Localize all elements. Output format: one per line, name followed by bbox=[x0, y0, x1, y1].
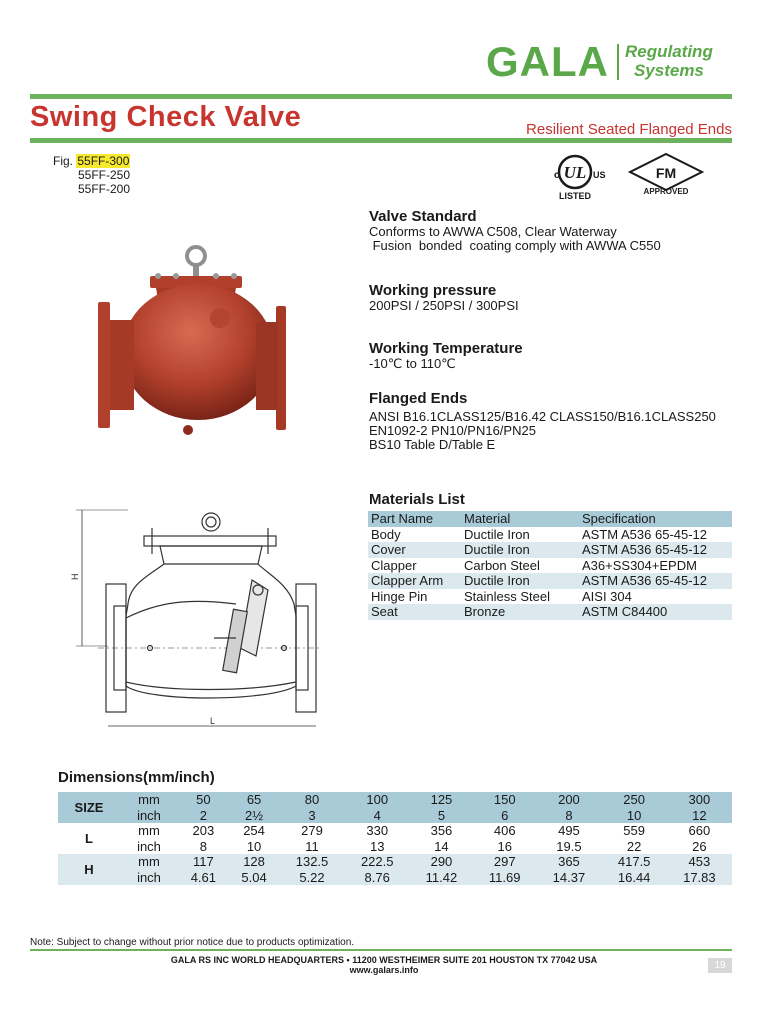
unit-cell: mm bbox=[120, 823, 178, 839]
table-cell: 22 bbox=[602, 839, 667, 855]
dimensions-table bbox=[58, 792, 732, 885]
table-cell: 2½ bbox=[229, 808, 280, 824]
row-label: SIZE bbox=[58, 792, 120, 823]
brand-tagline bbox=[625, 42, 713, 80]
materials-table bbox=[368, 511, 732, 620]
spec-line: -10℃ to 110℃ bbox=[369, 356, 456, 371]
table-cell: 250 bbox=[602, 792, 667, 808]
table-cell: Ductile Iron bbox=[464, 573, 530, 589]
table-cell: 6 bbox=[473, 808, 536, 824]
spec-valve-standard bbox=[369, 208, 661, 253]
footer-rule bbox=[30, 949, 732, 951]
table-cell: ASTM C84400 bbox=[582, 604, 668, 620]
table-cell: 16 bbox=[473, 839, 536, 855]
table-cell: 5.04 bbox=[229, 870, 280, 886]
dim-l-label: L bbox=[210, 716, 216, 726]
table-row bbox=[368, 527, 732, 543]
table-cell: 2 bbox=[178, 808, 229, 824]
table-cell: Cover bbox=[371, 542, 406, 558]
brand-name: GALA bbox=[486, 38, 609, 85]
spec-heading: Flanged Ends bbox=[369, 390, 468, 407]
table-row bbox=[368, 573, 732, 589]
header-rule-bottom bbox=[30, 138, 732, 143]
fm-approved-label: APPROVED bbox=[643, 187, 689, 196]
unit-cell: mm bbox=[120, 792, 178, 808]
spec-heading: Valve Standard bbox=[369, 208, 477, 225]
table-cell: 11.42 bbox=[410, 870, 473, 886]
table-cell: 125 bbox=[410, 792, 473, 808]
spec-line: ANSI B16.1CLASS125/B16.42 CLASS150/B16.1CLASS250 bbox=[369, 409, 716, 424]
table-cell: 100 bbox=[345, 792, 410, 808]
table-cell: 14 bbox=[410, 839, 473, 855]
ul-c: c bbox=[554, 170, 560, 181]
table-cell: 26 bbox=[667, 839, 732, 855]
table-cell: 128 bbox=[229, 854, 280, 870]
column-header: Material bbox=[464, 511, 511, 527]
table-cell: 8.76 bbox=[345, 870, 410, 886]
ul-listed-label: LISTED bbox=[558, 191, 592, 201]
page-title: Swing Check Valve bbox=[30, 101, 302, 133]
table-cell: 4 bbox=[345, 808, 410, 824]
unit-cell: mm bbox=[120, 854, 178, 870]
table-cell: 222.5 bbox=[345, 854, 410, 870]
table-cell: A36+SS304+EPDM bbox=[582, 557, 697, 573]
table-header-row bbox=[368, 511, 732, 527]
spec-flanged-ends bbox=[369, 390, 716, 452]
table-row bbox=[58, 839, 732, 855]
table-cell: Carbon Steel bbox=[464, 557, 540, 573]
table-cell: 203 bbox=[178, 823, 229, 839]
table-cell: 19.5 bbox=[536, 839, 601, 855]
table-cell: Body bbox=[371, 526, 401, 542]
spec-heading: Working pressure bbox=[369, 282, 497, 299]
table-cell: 132.5 bbox=[279, 854, 344, 870]
table-cell: 660 bbox=[667, 823, 732, 839]
table-cell: 5.22 bbox=[279, 870, 344, 886]
table-cell: 356 bbox=[410, 823, 473, 839]
valve-technical-drawing bbox=[68, 506, 328, 736]
table-cell: 5 bbox=[410, 808, 473, 824]
spec-heading: Working Temperature bbox=[369, 340, 523, 357]
table-cell: 279 bbox=[279, 823, 344, 839]
table-cell: 300 bbox=[667, 792, 732, 808]
table-cell: 4.61 bbox=[178, 870, 229, 886]
ul-us: US bbox=[593, 170, 606, 180]
table-row bbox=[58, 808, 732, 824]
logo-divider bbox=[617, 44, 619, 80]
table-row bbox=[58, 792, 732, 808]
table-cell: 117 bbox=[178, 854, 229, 870]
footer-address-block bbox=[0, 955, 768, 975]
table-cell: 417.5 bbox=[602, 854, 667, 870]
tagline-line-2: Systems bbox=[633, 61, 704, 80]
table-row bbox=[368, 542, 732, 558]
table-cell: ASTM A536 65-45-12 bbox=[582, 542, 708, 558]
fm-mark: FM bbox=[655, 165, 677, 181]
table-cell: ASTM A536 65-45-12 bbox=[582, 573, 708, 589]
column-header: Part Name bbox=[371, 511, 434, 527]
footer-note: Note: Subject to change without prior notice due to products optimization. bbox=[30, 937, 355, 948]
spec-line: 200PSI / 250PSI / 300PSI bbox=[369, 298, 519, 313]
figure-models bbox=[53, 154, 130, 196]
table-cell: 8 bbox=[536, 808, 601, 824]
table-cell: 254 bbox=[229, 823, 280, 839]
spec-working-pressure bbox=[369, 282, 519, 313]
tagline-line-1: Regulating bbox=[625, 42, 713, 61]
row-label: L bbox=[58, 823, 120, 854]
table-cell: 11 bbox=[279, 839, 344, 855]
row-label: H bbox=[58, 854, 120, 885]
table-cell: 297 bbox=[473, 854, 536, 870]
table-row bbox=[58, 854, 732, 870]
table-cell: 16.44 bbox=[602, 870, 667, 886]
table-row bbox=[368, 589, 732, 605]
table-cell: 150 bbox=[473, 792, 536, 808]
fig-model-primary: 55FF-300 bbox=[77, 154, 130, 168]
spec-line: Fusion bonded coating comply with AWWA C550 bbox=[369, 238, 661, 253]
table-cell: 200 bbox=[536, 792, 601, 808]
table-cell: Clapper bbox=[371, 557, 417, 573]
table-cell: 14.37 bbox=[536, 870, 601, 886]
table-cell: ASTM A536 65-45-12 bbox=[582, 526, 708, 542]
table-cell: 453 bbox=[667, 854, 732, 870]
table-cell: 50 bbox=[178, 792, 229, 808]
spec-line: BS10 Table D/Table E bbox=[369, 437, 496, 452]
table-cell: Seat bbox=[371, 604, 398, 620]
dimensions-title: Dimensions(mm/inch) bbox=[58, 769, 215, 786]
table-cell: Stainless Steel bbox=[464, 588, 550, 604]
table-row bbox=[58, 870, 732, 886]
table-cell: 290 bbox=[410, 854, 473, 870]
table-cell: Ductile Iron bbox=[464, 526, 530, 542]
valve-product-image bbox=[88, 240, 298, 435]
spec-line: Conforms to AWWA C508, Clear Waterway bbox=[369, 224, 617, 239]
fig-model: 55FF-250 bbox=[78, 168, 131, 182]
table-row bbox=[368, 558, 732, 574]
table-cell: 80 bbox=[279, 792, 344, 808]
table-cell: 10 bbox=[602, 808, 667, 824]
table-cell: 13 bbox=[345, 839, 410, 855]
unit-cell: inch bbox=[120, 808, 178, 824]
page-subtitle: Resilient Seated Flanged Ends bbox=[526, 121, 732, 138]
column-header: Specification bbox=[582, 511, 656, 527]
table-cell: 365 bbox=[536, 854, 601, 870]
table-cell: Hinge Pin bbox=[371, 588, 428, 604]
spec-working-temperature bbox=[369, 340, 523, 371]
fig-model: 55FF-200 bbox=[78, 182, 131, 196]
table-row bbox=[368, 604, 732, 620]
table-cell: 330 bbox=[345, 823, 410, 839]
table-cell: 8 bbox=[178, 839, 229, 855]
materials-title: Materials List bbox=[369, 491, 465, 508]
table-cell: 17.83 bbox=[667, 870, 732, 886]
table-cell: Clapper Arm bbox=[371, 573, 444, 589]
table-cell: 559 bbox=[602, 823, 667, 839]
table-cell: 12 bbox=[667, 808, 732, 824]
table-cell: 406 bbox=[473, 823, 536, 839]
page-number: 19 bbox=[708, 958, 732, 973]
table-cell: 65 bbox=[229, 792, 280, 808]
table-cell: 10 bbox=[229, 839, 280, 855]
ul-listed-logo bbox=[551, 152, 621, 202]
fig-prefix: Fig. bbox=[53, 154, 74, 168]
table-cell: 495 bbox=[536, 823, 601, 839]
dim-h-label: H bbox=[70, 573, 80, 580]
unit-cell: inch bbox=[120, 839, 178, 855]
footer-website: www.galars.info bbox=[349, 965, 419, 975]
table-cell: Ductile Iron bbox=[464, 542, 530, 558]
brand-logo bbox=[486, 40, 713, 84]
footer-address: GALA RS INC WORLD HEADQUARTERS • 11200 WESTHEIMER SUITE 201 HOUSTON TX 77042 USA bbox=[170, 955, 598, 965]
fm-approved-logo bbox=[626, 150, 706, 198]
table-cell: 11.69 bbox=[473, 870, 536, 886]
unit-cell: inch bbox=[120, 870, 178, 886]
table-cell: AISI 304 bbox=[582, 588, 632, 604]
ul-mark: UL bbox=[563, 163, 587, 182]
table-row bbox=[58, 823, 732, 839]
spec-line: EN1092-2 PN10/PN16/PN25 bbox=[369, 423, 536, 438]
table-cell: 3 bbox=[279, 808, 344, 824]
table-cell: Bronze bbox=[464, 604, 506, 620]
header-rule-top bbox=[30, 94, 732, 99]
